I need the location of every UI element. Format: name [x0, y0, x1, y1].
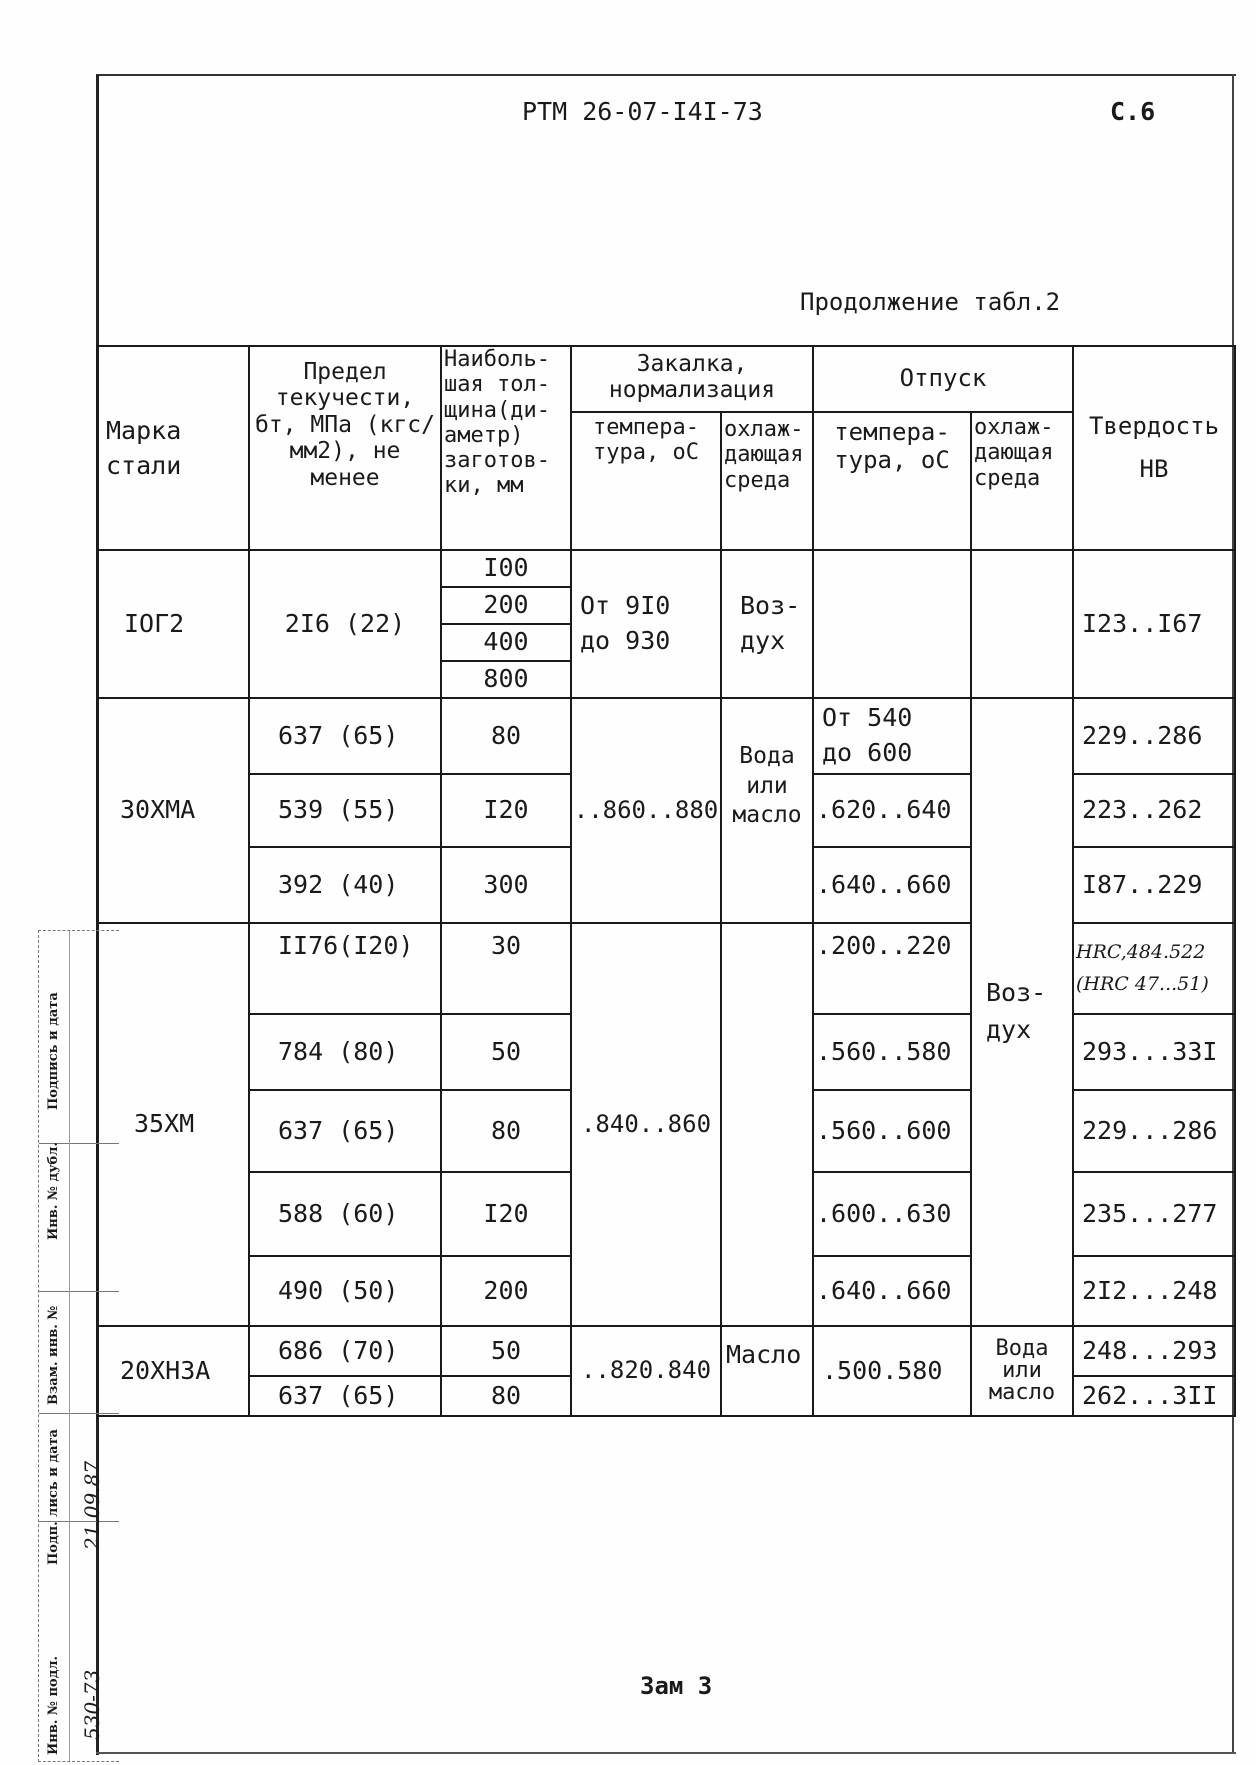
steel-properties-table [96, 345, 1236, 1417]
cell-yield: 637 (65) [249, 1090, 441, 1172]
cell-thickness: 300 [441, 847, 571, 923]
temper-medium-line: масло [988, 1380, 1056, 1405]
cell-hardness: 262...3II [1073, 1376, 1235, 1416]
header-quench-temp: темпера-тура, оС [571, 412, 721, 550]
cell-yield: 490 (50) [249, 1256, 441, 1326]
cell-hardness: 223..262 [1073, 774, 1235, 847]
header-yield: Предел текучести, бт, МПа (кгс/мм2), не менее [249, 346, 441, 550]
quench-medium-line: Вода [739, 743, 795, 769]
temper-temp-line: От 540 [822, 703, 913, 733]
cell-thickness: I20 [441, 774, 571, 847]
cell-yield: 392 (40) [249, 847, 441, 923]
quench-medium-line: Воз- [740, 591, 801, 621]
table-row [97, 698, 1235, 774]
cell-hardness: 229...286 [1073, 1090, 1235, 1172]
cell-yield: 588 (60) [249, 1172, 441, 1256]
cell-temper-temp: .560..600 [813, 1090, 971, 1172]
header-quench-group: Закалка, нормализация [571, 346, 813, 412]
cell-thickness: 50 [441, 1326, 571, 1376]
header-grade: Марка стали [97, 346, 249, 550]
cell-temper-medium-air [971, 698, 1073, 1326]
cell-grade-35xm: 35ХМ [97, 923, 249, 1326]
cell-temper-medium-empty [971, 550, 1073, 698]
temper-medium-line: Воз- [986, 978, 1047, 1008]
cell-quench-temp: ..860..880 [571, 698, 721, 923]
header-temper-temp: темпера-тура, оС [813, 412, 971, 550]
temper-medium-line: Вода [995, 1336, 1049, 1361]
cell-temper-temp: .200..220 [813, 923, 971, 1014]
cell-yield: 2I6 (22) [249, 550, 441, 698]
table-continuation-title: Продолжение табл.2 [800, 288, 1061, 316]
cell-yield: 686 (70) [249, 1326, 441, 1376]
cell-quench-medium-empty [721, 923, 813, 1326]
cell-yield: 637 (65) [249, 698, 441, 774]
frame-bottom-line [96, 1752, 1236, 1754]
footer-change-note: Зам 3 [640, 1672, 713, 1700]
cell-thickness: 200 [441, 1256, 571, 1326]
cell-hardness: 293...33I [1073, 1014, 1235, 1090]
temper-temp-line: до 600 [822, 738, 913, 767]
cell-hardness: 229..286 [1073, 698, 1235, 774]
stamp-column-line [69, 931, 70, 1761]
cell-thickness: 400 [441, 624, 571, 661]
cell-yield: 539 (55) [249, 774, 441, 847]
hardness-handwritten-alt: (HRC 47...51) [1076, 972, 1209, 995]
cell-temper-temp: .500.580 [813, 1326, 971, 1416]
cell-hardness [1073, 923, 1235, 1014]
stamp-divider [39, 1413, 119, 1414]
table-header-row [97, 346, 1235, 412]
cell-thickness: 50 [441, 1014, 571, 1090]
stamp-divider [39, 1291, 119, 1292]
cell-temper-temp: .600..630 [813, 1172, 971, 1256]
stamp-handwritten-inv: 530-73 [80, 1669, 104, 1740]
table-row [97, 1326, 1235, 1376]
quench-medium-line: масло [732, 801, 802, 828]
hardness-handwritten: HRC,484.522 [1076, 940, 1206, 963]
temper-medium-line: или [1002, 1358, 1042, 1383]
cell-yield: 784 (80) [249, 1014, 441, 1090]
stamp-label-signature: Подпись и дата [46, 992, 61, 1110]
cell-hardness: I87..229 [1073, 847, 1235, 923]
quench-temp-line: до 930 [580, 626, 671, 655]
cell-yield: II76(I20) [249, 923, 441, 1014]
cell-thickness: 80 [441, 1376, 571, 1416]
cell-hardness: 235...277 [1073, 1172, 1235, 1256]
cell-temper-temp-empty [813, 550, 971, 698]
cell-thickness: 200 [441, 587, 571, 624]
cell-thickness: I00 [441, 550, 571, 587]
cell-quench-temp: ..820.840 [571, 1326, 721, 1416]
cell-temper-temp: .620..640 [813, 774, 971, 847]
cell-hardness: 248...293 [1073, 1326, 1235, 1376]
cell-quench-temp [571, 550, 721, 698]
cell-hardness: I23..I67 [1073, 550, 1235, 698]
cell-hardness: 2I2...248 [1073, 1256, 1235, 1326]
cell-quench-medium: Масло [721, 1326, 813, 1416]
stamp-label-inv-original: Инв. № подл. [46, 1655, 61, 1755]
cell-temper-temp: .640..660 [813, 1256, 971, 1326]
cell-quench-temp: .840..860 [571, 923, 721, 1326]
cell-temper-temp: .560..580 [813, 1014, 971, 1090]
header-thickness: Наиболь-шая тол-щина(ди-аметр) заготов-ки, мм [441, 346, 571, 550]
cell-temper-medium [971, 1326, 1073, 1416]
stamp-label-sign-date: Подп. лись и дата [46, 1429, 61, 1565]
cell-yield: 637 (65) [249, 1376, 441, 1416]
header-temper-medium: охлаж-дающая среда [971, 412, 1073, 550]
table-row [97, 550, 1235, 587]
page-number: С.6 [1110, 97, 1156, 126]
document-code: РТМ 26-07-I4I-73 [522, 97, 763, 126]
cell-grade-30xma: 30ХМА [97, 698, 249, 923]
cell-thickness: 80 [441, 698, 571, 774]
quench-medium-line: или [746, 773, 788, 800]
quench-medium-line: дух [740, 626, 786, 655]
header-quench-medium: охлаж-дающая среда [721, 412, 813, 550]
cell-quench-medium [721, 550, 813, 698]
cell-thickness: I20 [441, 1172, 571, 1256]
cell-quench-medium [721, 698, 813, 923]
header-hardness: Твердость НВ [1073, 346, 1235, 550]
cell-thickness: 80 [441, 1090, 571, 1172]
header-temper-group: Отпуск [813, 346, 1073, 412]
cell-temper-temp: .640..660 [813, 847, 971, 923]
stamp-label-replacement: Взам. инв. № [46, 1305, 61, 1405]
cell-grade-10g2: IOГ2 [97, 550, 249, 698]
cell-temper-temp [813, 698, 971, 774]
cell-thickness: 800 [441, 661, 571, 698]
stamp-label-duplicate: Инв. № дубл. [46, 1142, 61, 1240]
cell-thickness: 30 [441, 923, 571, 1014]
temper-medium-line: дух [986, 1015, 1032, 1044]
cell-grade-20xn3a: 20ХН3А [97, 1326, 249, 1416]
quench-temp-line: От 9I0 [580, 591, 671, 621]
stamp-handwritten-date: 21.09.87 [80, 1460, 104, 1550]
frame-top-line [96, 74, 1236, 76]
